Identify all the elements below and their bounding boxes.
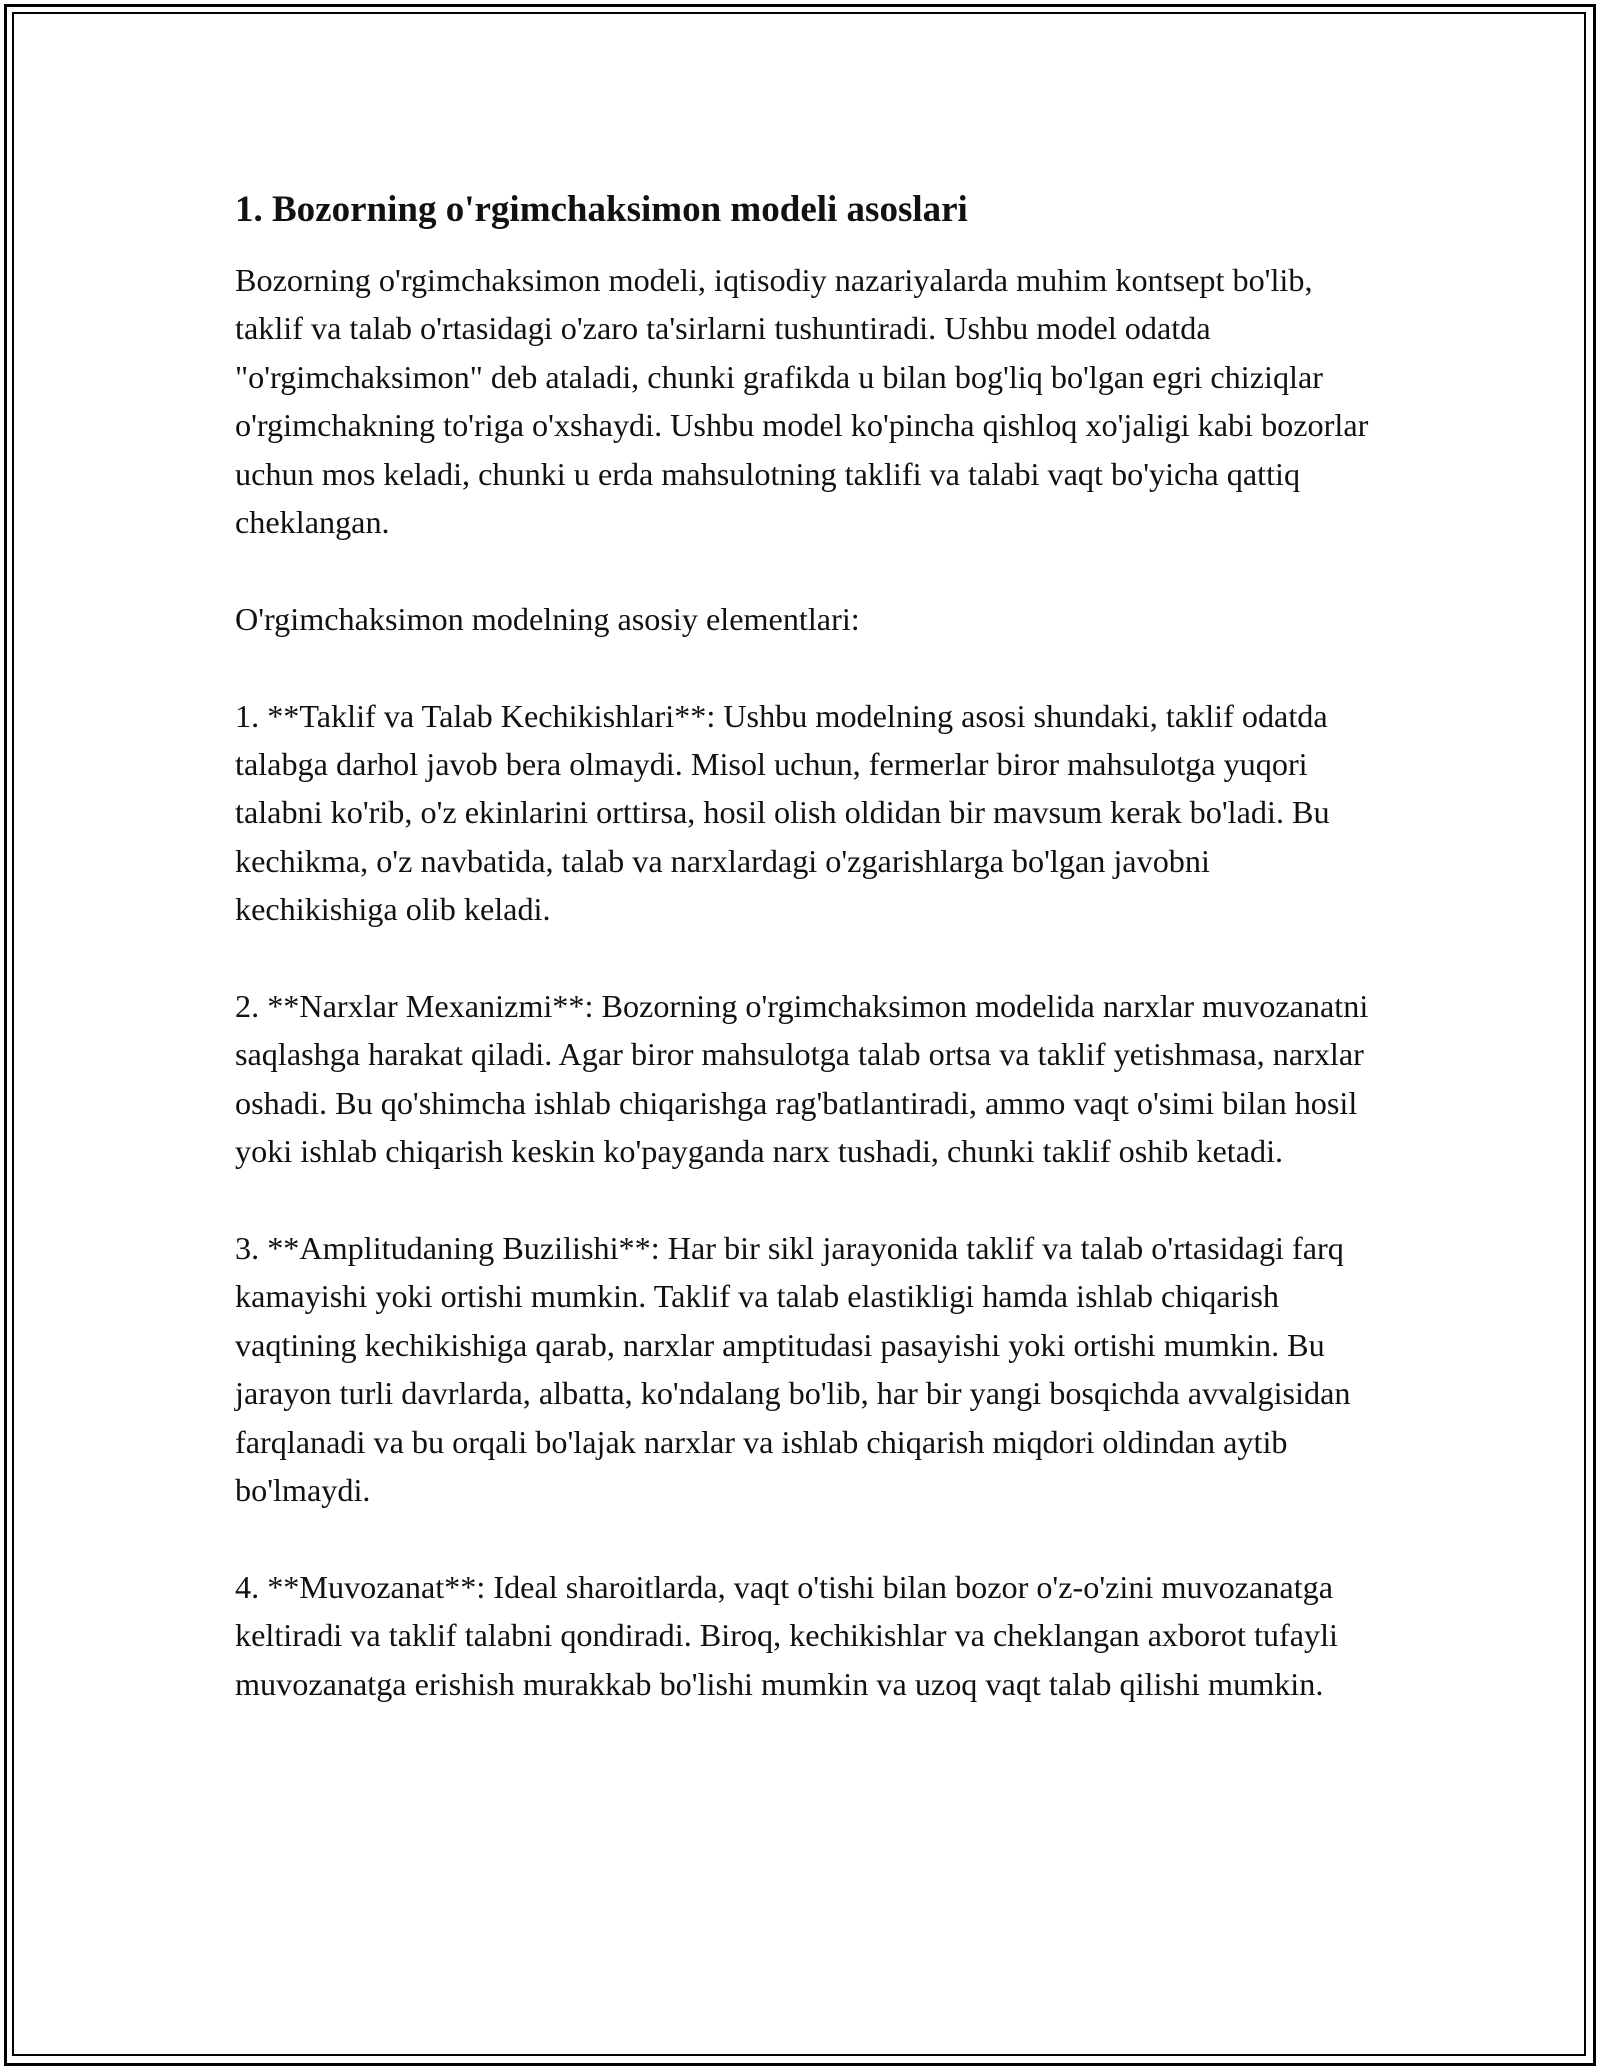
elements-heading-paragraph: O'rgimchaksimon modelning asosiy elementlari: [235, 600, 860, 637]
section-title: 1. Bozorning o'rgimchaksimon modeli asoslari [235, 189, 968, 230]
list-item-supply-demand-lags: 1. **Taklif va Talab Kechikishlari**: Ushbu modelning asosi shundaki, taklif odatda talabga darhol javob bera olmaydi. Misol uchun, fermerlar biror mahsulotga yuqori talabni ko'rib, o'z ekinlarini orttirsa, hosil olish oldidan bir mavsum kerak bo'ladi. Bu kechikma, o'z navbatida, talab va narxlardagi o'zgarishlarga bo'lgan javobni kechikishiga olib keladi. [235, 697, 1330, 928]
list-item-equilibrium: 4. **Muvozanat**: Ideal sharoitlarda, vaqt o'tishi bilan bozor o'z-o'zini muvozanatga keltiradi va taklif talabni qondiradi. Biroq, kechikishlar va cheklangan axborot tufayli muvozanatga erishish murakkab bo'lishi mumkin va uzoq vaqt talab qilishi mumkin. [235, 1568, 1338, 1702]
intro-paragraph: Bozorning o'rgimchaksimon modeli, iqtisodiy nazariyalarda muhim kontsept bo'lib, taklif va talab o'rtasidagi o'zaro ta'sirlarni tushuntiradi. Ushbu model odatda "o'rgimchaksimon" deb ataladi, chunki grafikda u bilan bog'liq bo'lgan egri chiziqlar o'rgimchakning to'riga o'xshaydi. Ushbu model ko'pincha qishloq xo'jaligi kabi bozorlar uchun mos keladi, chunki u erda mahsulotning taklifi va talabi vaqt bo'yicha qattiq cheklangan. [235, 262, 1369, 541]
list-item-price-mechanism: 2. **Narxlar Mexanizmi**: Bozorning o'rgimchaksimon modelida narxlar muvozanatni saqlashga harakat qiladi. Agar biror mahsulotga talab ortsa va taklif yetishmasa, narxlar oshadi. Bu qo'shimcha ishlab chiqarishga rag'batlantiradi, ammo vaqt o'simi bilan hosil yoki ishlab chiqarish keskin ko'payganda narx tushadi, chunki taklif oshib ketadi. [235, 988, 1369, 1170]
list-item-amplitude-distortion: 3. **Amplitudaning Buzilishi**: Har bir sikl jarayonida taklif va talab o'rtasidagi farq kamayishi yoki ortishi mumkin. Taklif va talab elastikligi hamda ishlab chiqarish vaqtining kechikishiga qarab, narxlar amptitudasi pasayishi yoki ortishi mumkin. Bu jarayon turli davrlarda, albatta, ko'ndalang bo'lib, har bir yangi bosqichda avvalgisidan farqlanadi va bu orqali bo'lajak narxlar va ishlab chiqarish miqdori oldindan aytib bo'lmaydi. [235, 1230, 1351, 1509]
document-body [235, 186, 1375, 1757]
